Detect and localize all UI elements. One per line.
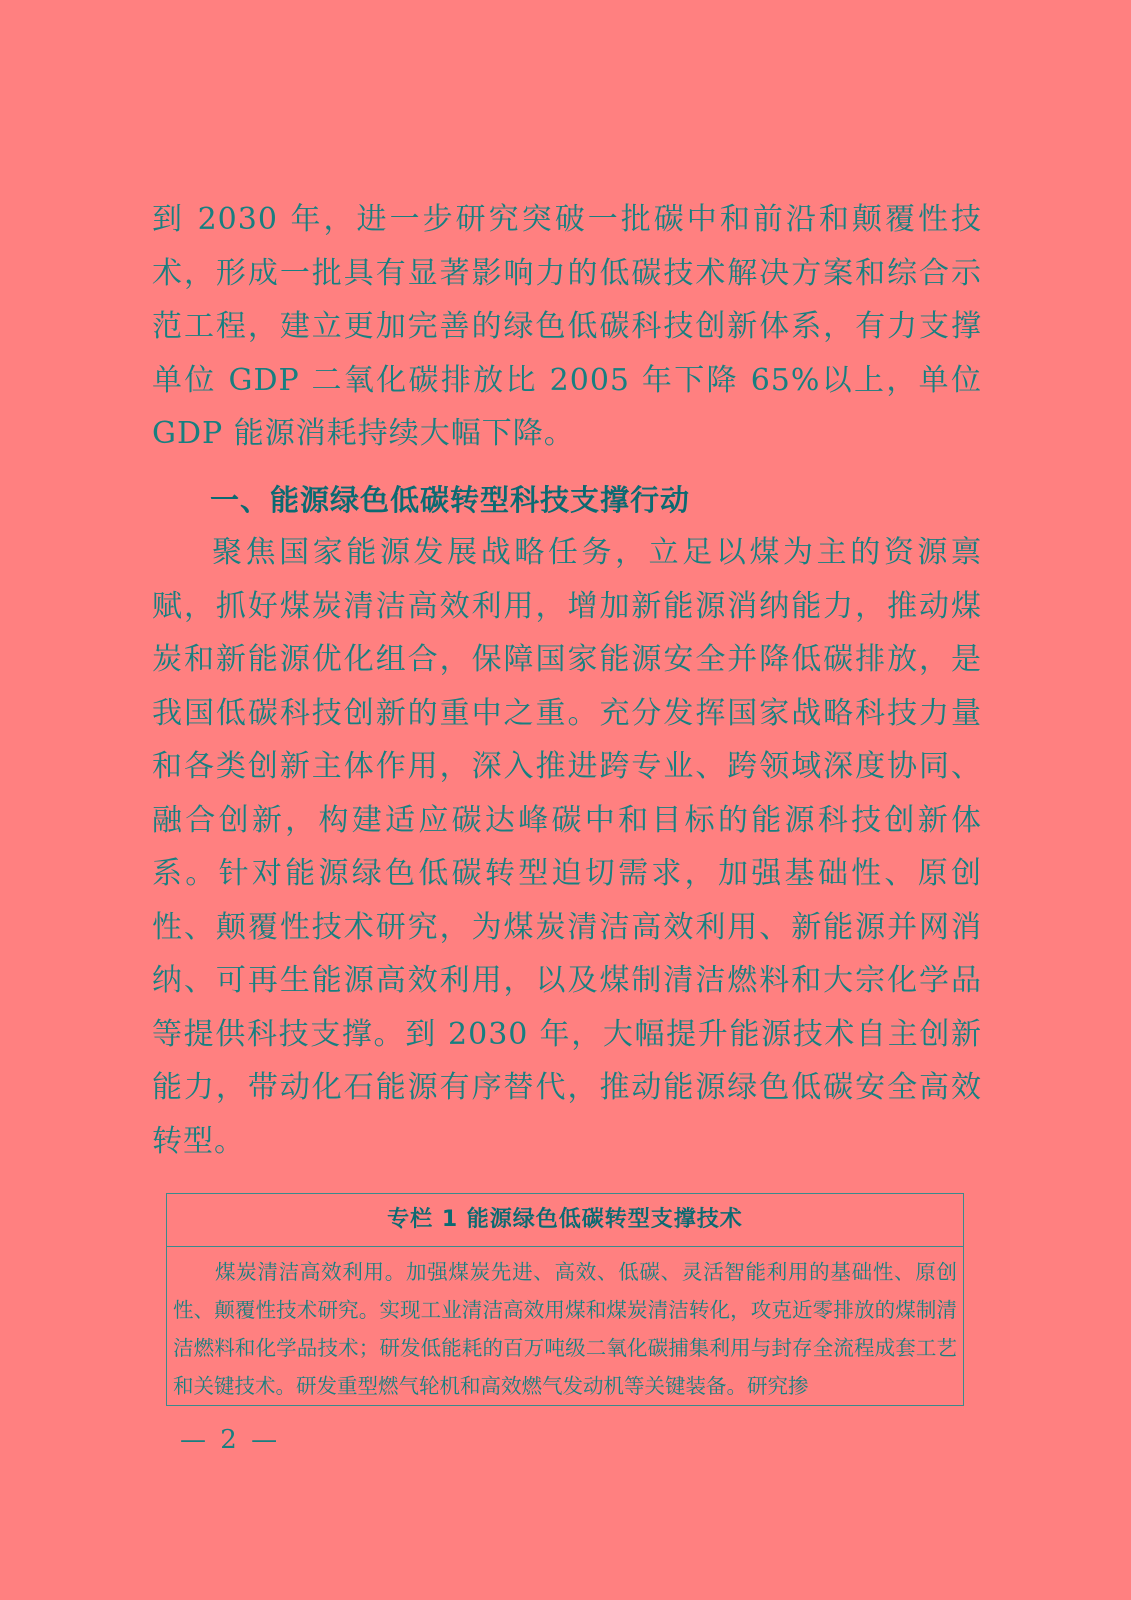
- section-paragraph: 聚焦国家能源发展战略任务，立足以煤为主的资源禀赋，抓好煤炭清洁高效利用，增加新能源消纳能力，推动煤炭和新能源优化组合，保障国家能源安全并降低碳排放，是我国低碳科技创新的重中之重。充分发挥国家战略科技力量和各类创新主体作用，深入推进跨专业、跨领域深度协同、融合创新，构建适应碳达峰碳中和目标的能源科技创新体系。针对能源绿色低碳转型迫切需求，加强基础性、原创性、颠覆性技术研究，为煤炭清洁高效利用、新能源并网消纳、可再生能源高效利用，以及煤制清洁燃料和大宗化学品等提供科技支撑。到 2030 年，大幅提升能源技术自主创新能力，带动化石能源有序替代，推动能源绿色低碳安全高效转型。: [152, 535, 982, 1159]
- intro-paragraph: 到 2030 年，进一步研究突破一批碳中和前沿和颠覆性技术，形成一批具有显著影响力的低碳技术解决方案和综合示范工程，建立更加完善的绿色低碳科技创新体系，有力支撑单位 GDP 二氧化碳排放比 2005 年下降 65%以上，单位 GDP 能源消耗持续大幅下降。: [152, 202, 982, 451]
- page-number: — 2 —: [180, 1425, 281, 1455]
- feature-box-body: 煤炭清洁高效利用。加强煤炭先进、高效、低碳、灵活智能利用的基础性、原创性、颠覆性技术研究。实现工业清洁高效用煤和煤炭清洁转化，攻克近零排放的煤制清洁燃料和化学品技术；研发低能耗的百万吨级二氧化碳捕集利用与封存全流程成套工艺和关键技术。研发重型燃气轮机和高效燃气发动机等关键装备。研究掺: [173, 1260, 957, 1398]
- feature-box: [166, 1193, 964, 1406]
- feature-box-title: 专栏 1 能源绿色低碳转型支撑技术: [167, 1194, 963, 1247]
- section-heading: 一、能源绿色低碳转型科技支撑行动: [210, 483, 691, 517]
